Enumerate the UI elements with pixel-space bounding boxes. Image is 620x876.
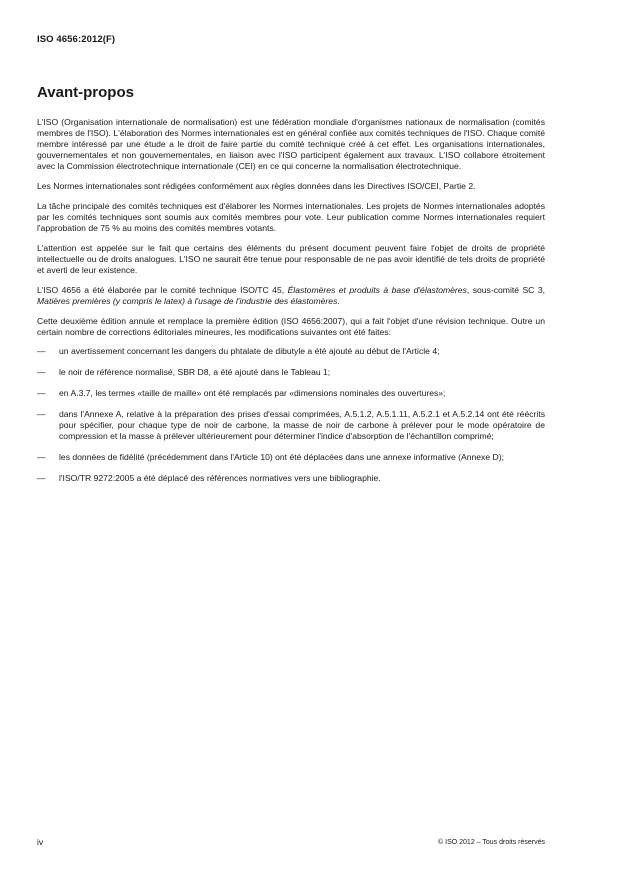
list-item-text: en A.3.7, les termes «taille de maille» ont été remplacés par «dimensions nominales des ouvertures»; [59,388,446,398]
subcommittee-title: Matières premières (y compris le latex) à l'usage de l'industrie des élastomères [37,296,338,306]
dash-bullet: — [37,473,46,483]
paragraph-committee-task: La tâche principale des comités techniques est d'élaborer les Normes internationales. Les projets de Normes internationales adoptés par les comités techniques sont soumis aux comités membres pour vote. Leur publication comme Normes internationales requiert l'approbation de 75 % au moins des comités membres votants. [37,201,545,233]
list-item-text: les données de fidélité (précédemment dans l'Article 10) ont été déplacées dans une annexe informative (Annexe D); [59,452,504,462]
paragraph-iso-intro: L'ISO (Organisation internationale de normalisation) est une fédération mondiale d'organismes nationaux de normalisation (comités membres de l'ISO). L'élaboration des Normes internationales est en général confiée aux comités techniques de l'ISO. Chaque comité membre intéressé par une étude a le droit de faire partie du comité technique créé à cet effet. Les organisations internationales, gouvernementales et non gouvernementales, en liaison avec l'ISO participent également aux travaux. L'ISO collabore étroitement avec la Commission électrotechnique internationale (CEI) en ce qui concerne la normalisation électrotechnique. [37,117,545,171]
list-item-text: l'ISO/TR 9272:2005 a été déplacé des références normatives vers une bibliographie. [59,473,381,483]
committee-title: Élastomères et produits à base d'élastomères [287,285,467,295]
paragraph-prepared-by [37,285,545,307]
copyright-notice: © ISO 2012 – Tous droits réservés [438,839,545,846]
section-title: Avant-propos [37,84,134,101]
list-item [37,452,545,463]
paragraph-patent-notice: L'attention est appelée sur le fait que certains des éléments du présent document peuvent faire l'objet de droits de propriété intellectuelle ou de droits analogues. L'ISO ne saurait être tenue pour responsable de ne pas avoir identifié de tels droits de propriété et averti de leur existence. [37,243,545,275]
list-item-text: le noir de référence normalisé, SBR D8, a été ajouté dans le Tableau 1; [59,367,331,377]
paragraph-edition-note: Cette deuxième édition annule et remplace la première édition (ISO 4656:2007), qui a fait l'objet d'une révision technique. Outre un certain nombre de corrections éditoriales mineures, les modifications suivantes ont été faites: [37,316,545,337]
list-item-text: dans l'Annexe A, relative à la préparation des prises d'essai comprimées, A.5.1.2, A.5.1.11, A.5.2.1 et A.5.2.14 ont été réécrits pour spécifier, pour chaque type de noir de carbone, la masse de noir de carbone à prélever pour le mode opératoire de compression et la masse à prélever ultérieurement pour déterminer l'indice d'absorption de l'échantillon comprimé; [59,409,545,441]
dash-bullet: — [37,452,46,462]
list-item [37,409,545,442]
dash-bullet: — [37,346,46,356]
foreword-body [37,117,545,494]
document-id-header: ISO 4656:2012(F) [37,34,116,45]
list-item [37,473,545,484]
list-item [37,367,545,378]
paragraph-directives: Les Normes internationales sont rédigées conformément aux règles données dans les Directives ISO/CEI, Partie 2. [37,181,476,191]
page-number: iv [37,837,44,847]
prepared-by-text-3: . [337,296,340,306]
list-item [37,346,545,357]
list-item-text: un avertissement concernant les dangers du phtalate de dibutyle a été ajouté au début de l'Article 4; [59,346,440,356]
dash-bullet: — [37,388,46,398]
changes-list [37,346,545,484]
prepared-by-text-1: L'ISO 4656 a été élaborée par le comité technique ISO/TC 45, [37,285,288,295]
list-item [37,388,545,399]
dash-bullet: — [37,367,46,377]
dash-bullet: — [37,409,46,419]
prepared-by-text-2: , sous-comité SC 3, [466,285,545,295]
